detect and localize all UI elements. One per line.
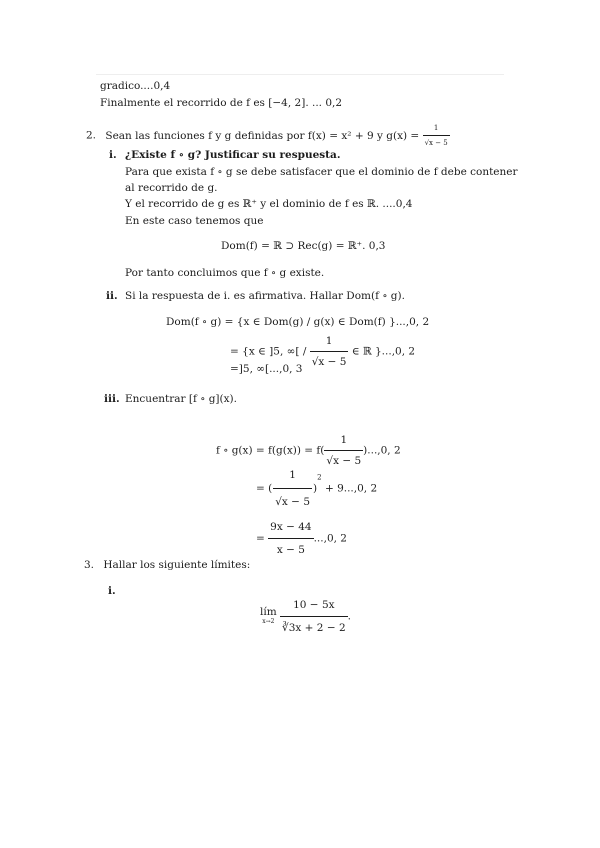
continuation-line-1: gradico....0,4 [100, 80, 171, 92]
header-rule [96, 74, 504, 75]
limit-expression: lím x→2 $\frac{10 - 5x}{∛3x + 2 - 2}$ . [260, 594, 351, 639]
composition-equation-1-fraction: $\frac{1}{√x - 5}$ [324, 430, 363, 471]
item-2ii-question: Si la respuesta de i. es afirmativa. Hallar Dom(f ∘ g). [125, 290, 405, 302]
question-3-number: 3. [84, 559, 95, 571]
item-2i-line-1: Para que exista f ∘ g se debe satisfacer que el dominio de f debe contener [125, 166, 518, 178]
item-2i-question: ¿Existe f ∘ g? Justificar su respuesta. [125, 149, 341, 161]
item-2i-line-2: al recorrido de g. [125, 182, 218, 194]
g-definition-fraction: $\frac{1}{√x - 5}$ [423, 121, 450, 150]
question-2-intro: Sean las funciones f y g definidas por f(x) = x² + 9 y g(x) = [105, 129, 420, 142]
question-2-number: 2. [86, 129, 97, 142]
continuation-line-2: Finalmente el recorrido de f es [−4, 2]. ... 0,2 [100, 97, 343, 109]
question-3 [84, 558, 250, 572]
limit-fraction: $\frac{10 - 5x}{∛3x + 2 - 2}$ [280, 594, 348, 639]
composition-equation-1: f ∘ g(x) = f(g(x)) = f( $\frac{1}{√x - 5}$ )...,0, 2 [216, 430, 401, 471]
item-2i-line-3: Y el recorrido de g es ℝ⁺ y el dominio de f es ℝ. ....0,4 [125, 198, 413, 210]
limit-operator: lím x→2 [260, 605, 277, 625]
question-2 [86, 121, 450, 150]
composition-equation-2: = ( $\frac{1}{√x - 5}$ )$^2$ + 9...,0, 2 [256, 462, 377, 515]
composition-equation-3-fraction: $\frac{9x - 44}{x - 5}$ [268, 516, 313, 561]
composition-equation-3: = $\frac{9x - 44}{x - 5}$ ...,0, 2 [256, 516, 347, 561]
item-2i-label: i. [109, 149, 117, 161]
item-2i-conclusion: Por tanto concluimos que f ∘ g existe. [125, 267, 325, 279]
item-3i-label: i. [108, 585, 116, 597]
domain-equation-1: Dom(f ∘ g) = {x ∈ Dom(g) / g(x) ∈ Dom(f) }...,0, 2 [166, 316, 430, 328]
domain-equation-3: =]5, ∞[...,0, 3 [230, 363, 303, 375]
item-2ii-label: ii. [106, 290, 118, 302]
item-2iii-question: Encuentrar [f ∘ g](x). [125, 393, 237, 405]
composition-equation-2-fraction: $\frac{1}{√x - 5}$ [273, 462, 312, 515]
dom-rec-equation: Dom(f) = ℝ ⊃ Rec(g) = ℝ⁺. 0,3 [221, 240, 386, 252]
item-2i-line-4: En este caso tenemos que [125, 215, 264, 227]
domain-equation-2-fraction: $\frac{1}{√x - 5}$ [310, 331, 349, 372]
domain-equation-2: = {x ∈ ]5, ∞[ / $\frac{1}{√x - 5}$ ∈ ℝ }...,0, 2 [230, 331, 415, 372]
item-2iii-label: iii. [104, 393, 120, 405]
question-3-intro: Hallar los siguiente límites: [103, 559, 251, 571]
